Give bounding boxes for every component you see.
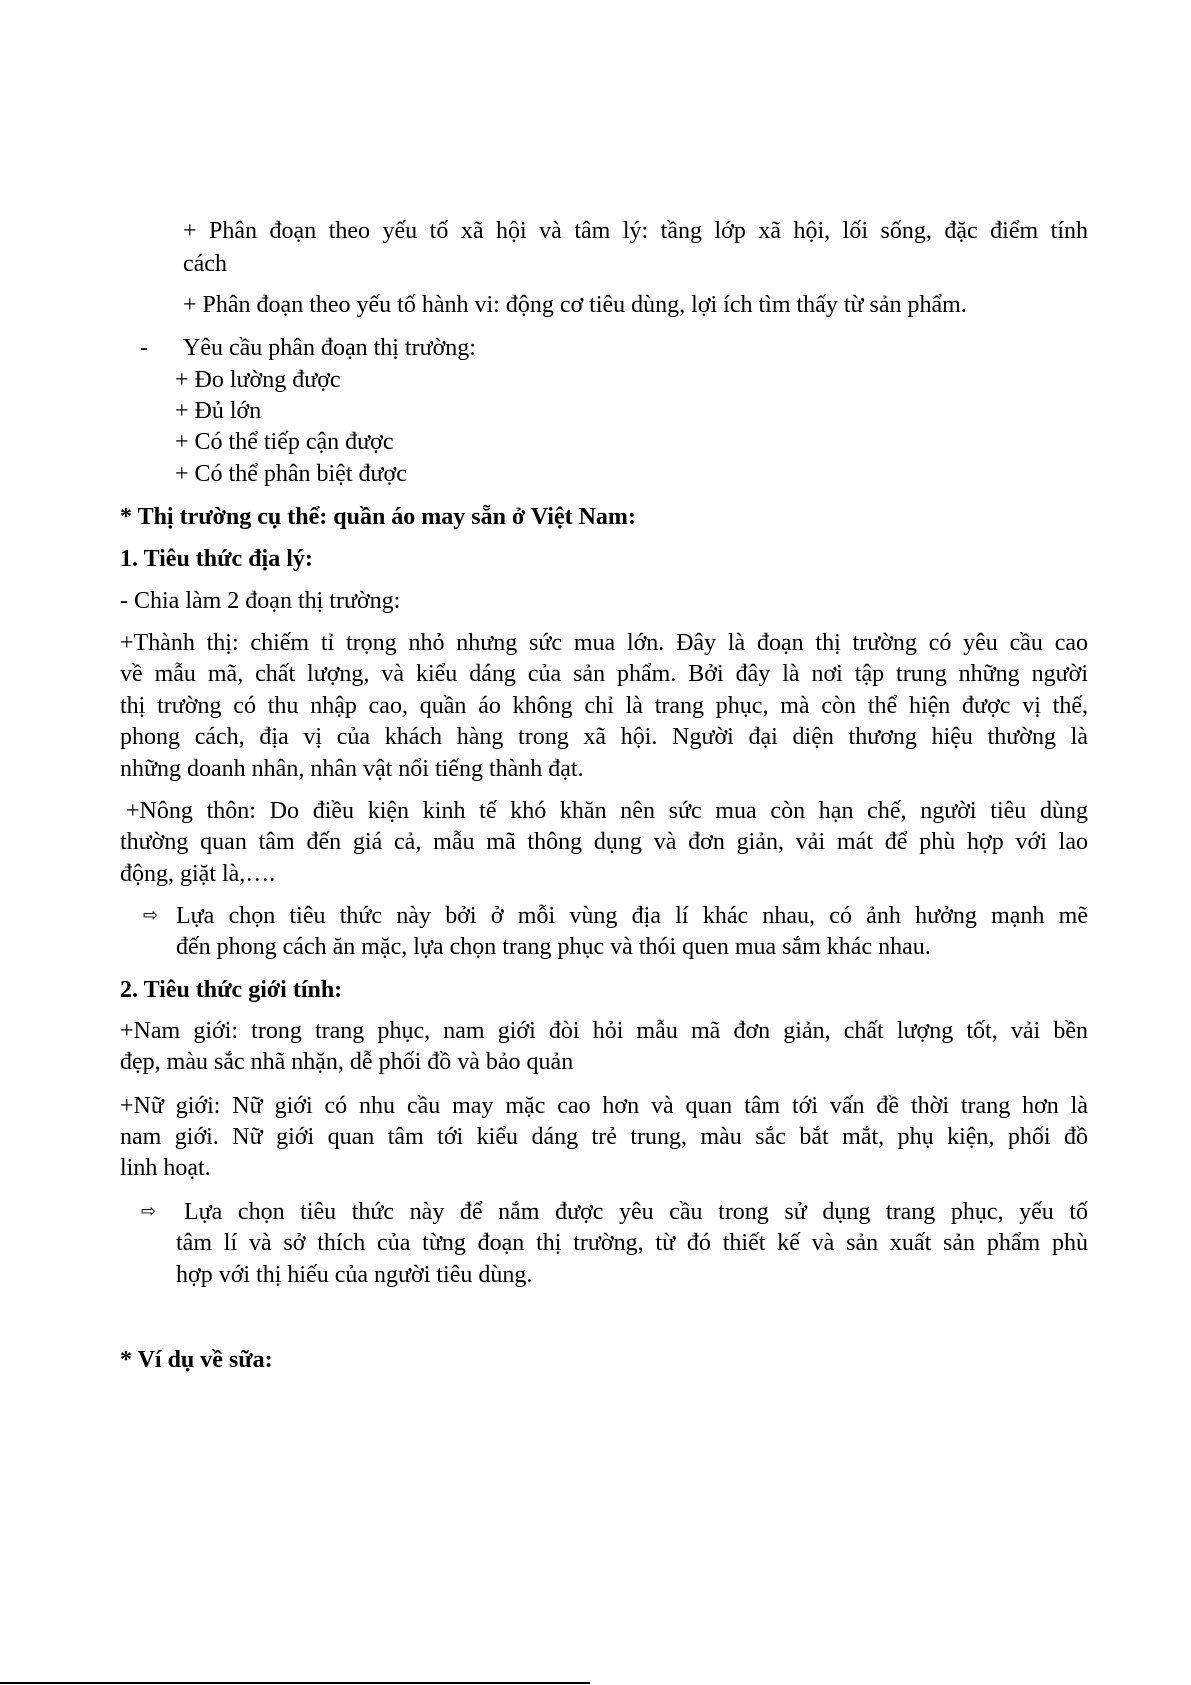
list-item: + Đủ lớn bbox=[175, 398, 262, 424]
list-heading: Yêu cầu phân đoạn thị trường: bbox=[183, 335, 476, 361]
paragraph-line: hợp với thị hiếu của người tiêu dùng. bbox=[176, 1262, 533, 1288]
paragraph-line: tâm lí và sở thích của từng đoạn thị trường, từ đó thiết kế và sản xuất sản phẩm phù bbox=[176, 1230, 1088, 1256]
section-heading: * Thị trường cụ thể: quần áo may sẵn ở Việt Nam: bbox=[120, 504, 636, 530]
paragraph-line: linh hoạt. bbox=[120, 1155, 211, 1181]
section-heading: * Ví dụ về sữa: bbox=[120, 1347, 273, 1373]
paragraph-line: + Phân đoạn theo yếu tố hành vi: động cơ tiêu dùng, lợi ích tìm thấy từ sản phẩm. bbox=[183, 292, 967, 318]
arrow-icon: ⇨ bbox=[141, 1201, 157, 1222]
list-bullet: - bbox=[140, 335, 148, 361]
paragraph-line: Lựa chọn tiêu thức này để nắm được yêu cầu trong sử dụng trang phục, yếu tố bbox=[184, 1199, 1088, 1225]
paragraph-line: + Phân đoạn theo yếu tố xã hội và tâm lý: tầng lớp xã hội, lối sống, đặc điểm tính bbox=[183, 218, 1088, 244]
section-heading: 2. Tiêu thức giới tính: bbox=[120, 977, 343, 1003]
paragraph-line: +Nông thôn: Do điều kiện kinh tế khó khăn nên sức mua còn hạn chế, người tiêu dùng bbox=[126, 798, 1088, 824]
paragraph-line: +Thành thị: chiếm tỉ trọng nhỏ nhưng sức mua lớn. Đây là đoạn thị trường có yêu cầu cao bbox=[120, 630, 1088, 656]
paragraph-line: +Nữ giới: Nữ giới có nhu cầu may mặc cao hơn và quan tâm tới vấn đề thời trang hơn là bbox=[120, 1093, 1088, 1119]
list-item: + Có thể tiếp cận được bbox=[175, 429, 394, 455]
paragraph-line: thị trường có thu nhập cao, quần áo không chỉ là trang phục, mà còn thể hiện được vị thế, bbox=[120, 693, 1088, 719]
paragraph-line: đẹp, màu sắc nhã nhặn, dễ phối đồ và bảo quản bbox=[120, 1049, 574, 1075]
paragraph-line: phong cách, địa vị của khách hàng trong xã hội. Người đại diện thương hiệu thường là bbox=[120, 724, 1088, 750]
paragraph-line: đến phong cách ăn mặc, lựa chọn trang phục và thói quen mua sắm khác nhau. bbox=[176, 934, 931, 960]
paragraph-line: - Chia làm 2 đoạn thị trường: bbox=[120, 588, 401, 614]
arrow-icon: ⇨ bbox=[143, 905, 159, 926]
section-heading: 1. Tiêu thức địa lý: bbox=[120, 546, 313, 572]
list-item: + Đo lường được bbox=[175, 367, 341, 393]
paragraph-line: +Nam giới: trong trang phục, nam giới đòi hỏi mẫu mã đơn giản, chất lượng tốt, vải bền bbox=[120, 1018, 1088, 1044]
paragraph-line: những doanh nhân, nhân vật nổi tiếng thành đạt. bbox=[120, 756, 584, 782]
paragraph-line: cách bbox=[183, 251, 227, 277]
paragraph-line: về mẫu mã, chất lượng, và kiểu dáng của sản phẩm. Bởi đây là nơi tập trung những người bbox=[120, 661, 1088, 687]
paragraph-line: thường quan tâm đến giá cả, mẫu mã thông dụng và đơn giản, vải mát để phù hợp với lao bbox=[120, 829, 1088, 855]
paragraph-line: động, giặt là,…. bbox=[120, 861, 276, 887]
list-item: + Có thể phân biệt được bbox=[175, 461, 407, 487]
paragraph-line: nam giới. Nữ giới quan tâm tới kiểu dáng trẻ trung, màu sắc bắt mắt, phụ kiện, phối đồ bbox=[120, 1124, 1088, 1150]
footer-divider bbox=[0, 1682, 590, 1684]
paragraph-line: Lựa chọn tiêu thức này bởi ở mỗi vùng địa lí khác nhau, có ảnh hưởng mạnh mẽ bbox=[176, 903, 1088, 929]
